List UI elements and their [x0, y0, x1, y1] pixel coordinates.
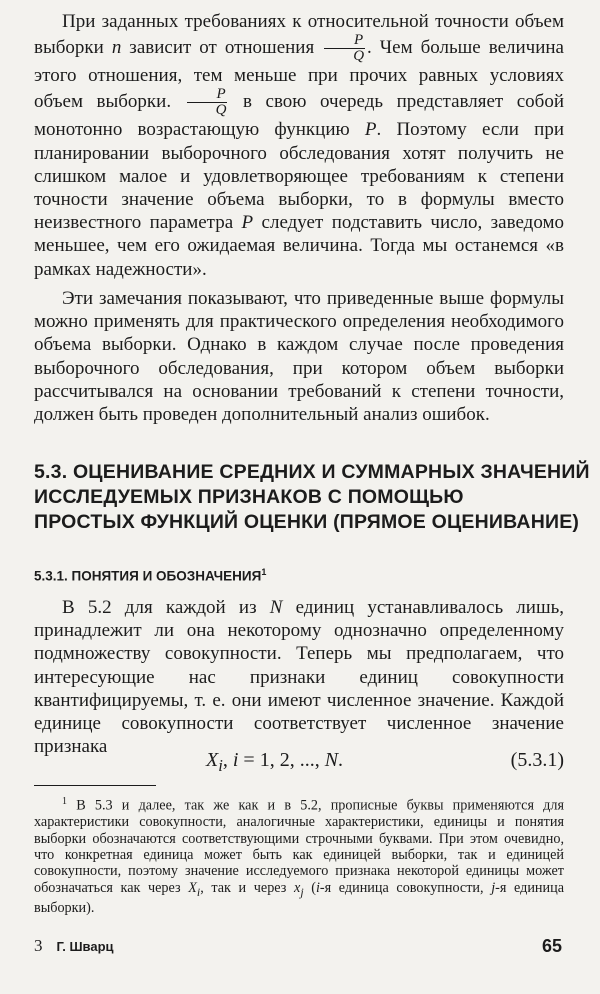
fraction-p-over-q	[187, 87, 228, 118]
subsection-heading	[34, 563, 266, 586]
math-var: P	[241, 212, 254, 234]
fraction-p-over-q	[324, 33, 365, 64]
fraction-denominator: Q	[353, 48, 365, 65]
text-run: зависит от отношения	[121, 37, 323, 59]
text-run: -я единица выборки).	[34, 879, 565, 916]
math-subscript: i	[218, 756, 223, 775]
fraction-denominator: Q	[215, 102, 227, 119]
math-var: X	[188, 879, 197, 896]
fraction-numerator: P	[324, 33, 365, 49]
section-heading-line: 5.3. ОЦЕНИВАНИЕ СРЕДНИХ И СУММАРНЫХ ЗНАЧЕНИЙ	[34, 461, 590, 483]
equation-5-3-1	[34, 749, 564, 775]
text-run: в свою очередь представляет собой монотонно возрастающую функцию	[34, 91, 564, 141]
footnote-ref: 1	[261, 567, 267, 577]
equation-expression	[206, 749, 343, 776]
footnote-mark: 1	[62, 796, 67, 807]
text-run: следует подставить число, заведомо меньшее, чем его ожидаемая величина. Тогда мы останемся «в рамках надежности».	[34, 212, 564, 280]
text-run: единиц устанавливалось лишь, принадлежит ли она некоторому однозначно определенному подмножеству совокупности. Теперь мы предполагаем, что интересующие нас признаки единиц совокупности квантифицируемы, т. е. они имеют численное значение. Каждой единице совокупности соответствует численное значение признака	[34, 597, 564, 758]
text-run: В 5.2 для каждой из	[62, 597, 270, 618]
math-var: n	[111, 37, 122, 59]
math-subscript: i	[196, 884, 201, 899]
footnote-divider	[34, 785, 156, 786]
sheet-number: 3	[34, 936, 43, 955]
paragraph-2: Эти замечания показывают, что приведенные выше формулы можно применять для практического определения необходимого объема выборки. Однако в каждом случае после проведения выборочного обследования, при котором объем выборки рассчитывался на основании требований к степени точности, должен быть проведен дополнительный анализ ошибок.	[34, 288, 564, 426]
page-number: 65	[541, 936, 562, 956]
math-text: = 1, 2, ...,	[238, 749, 325, 771]
text-run: . Чем больше величина этого отношения, тем меньше при прочих равных условиях объем выборки.	[34, 37, 564, 113]
fraction-numerator: P	[187, 87, 228, 103]
math-var: i	[232, 749, 239, 771]
math-subscript: j	[300, 884, 304, 899]
paragraph-1	[34, 10, 564, 281]
subsection-heading-text: 5.3.1. ПОНЯТИЯ И ОБОЗНАЧЕНИЯ	[34, 568, 262, 584]
text-run: . Поэтому если при планировании выборочного обследования хотят получить не слишком малое и удовлетворяющее требованиям к степени точности значение объема выборки, то в формулы вместо неизвестного параметра	[34, 119, 564, 234]
text-run: При заданных требованиях к относительной точности объем выборки	[34, 11, 564, 59]
math-var: j	[491, 879, 496, 896]
section-heading	[34, 460, 590, 535]
math-var: X	[206, 749, 219, 771]
math-var: N	[324, 749, 339, 771]
text-run: -я единица совокупности,	[319, 879, 492, 896]
section-heading-line: ПРОСТЫХ ФУНКЦИЙ ОЦЕНКИ (ПРЯМОЕ ОЦЕНИВАНИЕ)	[34, 511, 580, 533]
section-heading-line: ИССЛЕДУЕМЫХ ПРИЗНАКОВ С ПОМОЩЬЮ	[34, 486, 464, 508]
text-run: , так и через	[200, 879, 294, 896]
math-punct: .	[338, 749, 344, 771]
math-var: x	[294, 879, 301, 896]
footnote	[34, 794, 564, 916]
text-run: В 5.3 и далее, так же как и в 5.2, прописные буквы применяются для характеристики совокупности, аналогичные характеристики, единицы и понятия выборки обозначаются соответствующими строчными буквами. При этом очевидно, что конкретная единица может быть как единицей выборки, так и единицей совокупности, поэтому значение исследуемого признака некоторой единицы может обозначаться как через	[34, 797, 564, 896]
paragraph-3	[34, 596, 564, 758]
math-var: P	[364, 119, 377, 141]
sheet-signature	[34, 936, 114, 956]
author-signature: Г. Шварц	[56, 939, 114, 954]
equation-number: (5.3.1)	[510, 749, 564, 771]
math-punct: ,	[222, 749, 228, 771]
text-run: (	[303, 879, 316, 896]
math-var: i	[315, 879, 320, 896]
math-var: N	[269, 597, 283, 618]
